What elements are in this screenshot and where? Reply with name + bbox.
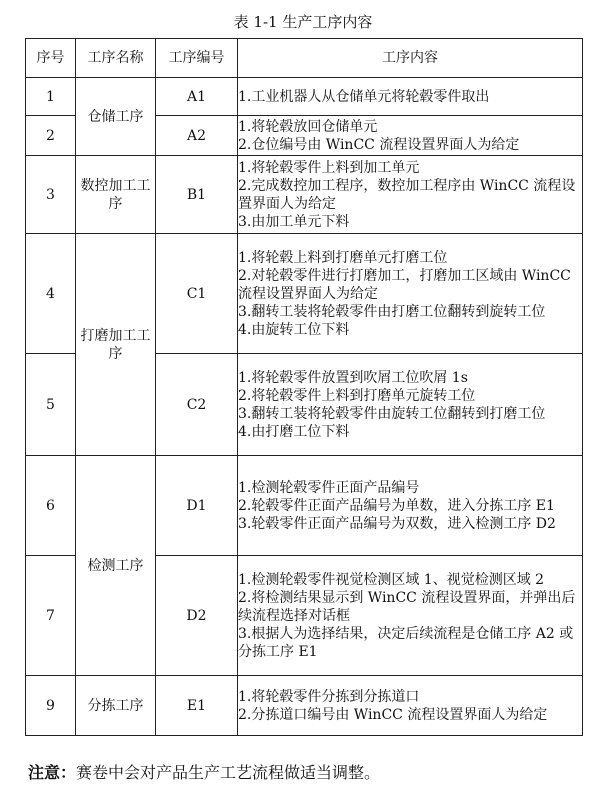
content-line: 2.将检测结果显示到 WinCC 流程设置界面，并弹出后续流程选择对话框 bbox=[238, 589, 576, 624]
content-line: 2.将轮毂零件上料到打磨单元旋转工位 bbox=[238, 387, 476, 404]
content-line: 1.检测轮毂零件正面产品编号 bbox=[238, 479, 420, 496]
cell-content bbox=[238, 354, 583, 456]
cell-code: D1 bbox=[156, 456, 238, 556]
content-line: 1.将轮毂放回仓储单元 bbox=[238, 118, 378, 135]
note-text: 赛卷中会对产品生产工艺流程做适当调整。 bbox=[76, 763, 381, 782]
content-line: 1.工业机器人从仓储单元将轮毂零件取出 bbox=[238, 88, 490, 105]
cell-seq: 2 bbox=[26, 116, 76, 156]
cell-seq: 7 bbox=[26, 556, 76, 676]
table-row bbox=[26, 456, 583, 556]
cell-process-name: 数控加工工序 bbox=[76, 156, 156, 234]
cell-content bbox=[238, 78, 583, 116]
cell-code: A1 bbox=[156, 78, 238, 116]
cell-code: E1 bbox=[156, 676, 238, 736]
cell-code: C1 bbox=[156, 234, 238, 354]
content-line: 3.由加工单元下料 bbox=[238, 213, 350, 230]
table-row bbox=[26, 234, 583, 354]
header-seq: 序号 bbox=[26, 39, 76, 78]
cell-code: A2 bbox=[156, 116, 238, 156]
cell-process-name: 分拣工序 bbox=[76, 676, 156, 736]
content-line: 3.翻转工装将轮毂零件由旋转工位翻转到打磨工位 bbox=[238, 405, 546, 422]
content-line: 1.将轮毂零件分拣到分拣道口 bbox=[238, 688, 420, 705]
cell-content bbox=[238, 156, 583, 234]
cell-content bbox=[238, 116, 583, 156]
cell-code: C2 bbox=[156, 354, 238, 456]
table-row bbox=[26, 156, 583, 234]
process-table bbox=[25, 38, 583, 736]
content-line: 4.由打磨工位下料 bbox=[238, 423, 350, 440]
cell-content bbox=[238, 556, 583, 676]
cell-seq: 1 bbox=[26, 78, 76, 116]
content-line: 2.仓位编号由 WinCC 流程设置界面人为给定 bbox=[238, 136, 520, 153]
cell-code: D2 bbox=[156, 556, 238, 676]
content-line: 2.完成数控加工程序，数控加工程序由 WinCC 流程设置界面人为给定 bbox=[238, 177, 576, 212]
table-row bbox=[26, 78, 583, 116]
header-code: 工序编号 bbox=[156, 39, 238, 78]
header-name: 工序名称 bbox=[76, 39, 156, 78]
cell-content bbox=[238, 676, 583, 736]
cell-process-name: 仓储工序 bbox=[76, 78, 156, 156]
content-line: 2.轮毂零件正面产品编号为单数，进入分拣工序 E1 bbox=[238, 497, 555, 514]
table-caption: 表 1-1 生产工序内容 bbox=[233, 13, 373, 31]
content-line: 3.轮毂零件正面产品编号为双数，进入检测工序 D2 bbox=[238, 515, 556, 532]
cell-content bbox=[238, 456, 583, 556]
content-line: 4.由旋转工位下料 bbox=[238, 321, 350, 338]
content-line: 3.根据人为选择结果，决定后续流程是仓储工序 A2 或分拣工序 E1 bbox=[238, 625, 574, 660]
content-line: 3.翻转工装将轮毂零件由打磨工位翻转到旋转工位 bbox=[238, 303, 546, 320]
cell-seq: 5 bbox=[26, 354, 76, 456]
header-content: 工序内容 bbox=[238, 39, 583, 78]
content-line: 2.对轮毂零件进行打磨加工，打磨加工区域由 WinCC 流程设置界面人为给定 bbox=[238, 267, 571, 302]
table-row bbox=[26, 676, 583, 736]
cell-process-name: 检测工序 bbox=[76, 456, 156, 676]
cell-seq: 3 bbox=[26, 156, 76, 234]
content-line: 1.检测轮毂零件视觉检测区域 1、视觉检测区域 2 bbox=[238, 571, 545, 588]
cell-process-name: 打磨加工工序 bbox=[76, 234, 156, 456]
cell-seq: 4 bbox=[26, 234, 76, 354]
header-row bbox=[26, 39, 583, 78]
cell-code: B1 bbox=[156, 156, 238, 234]
note-paragraph bbox=[28, 762, 380, 784]
content-line: 2.分拣道口编号由 WinCC 流程设置界面人为给定 bbox=[238, 706, 548, 723]
note-label: 注意： bbox=[28, 763, 77, 782]
content-line: 1.将轮毂零件放置到吹屑工位吹屑 1s bbox=[238, 369, 468, 386]
cell-content bbox=[238, 234, 583, 354]
cell-seq: 9 bbox=[26, 676, 76, 736]
content-line: 1.将轮毂零件上料到加工单元 bbox=[238, 159, 420, 176]
content-line: 1.将轮毂上料到打磨单元打磨工位 bbox=[238, 249, 448, 266]
cell-seq: 6 bbox=[26, 456, 76, 556]
